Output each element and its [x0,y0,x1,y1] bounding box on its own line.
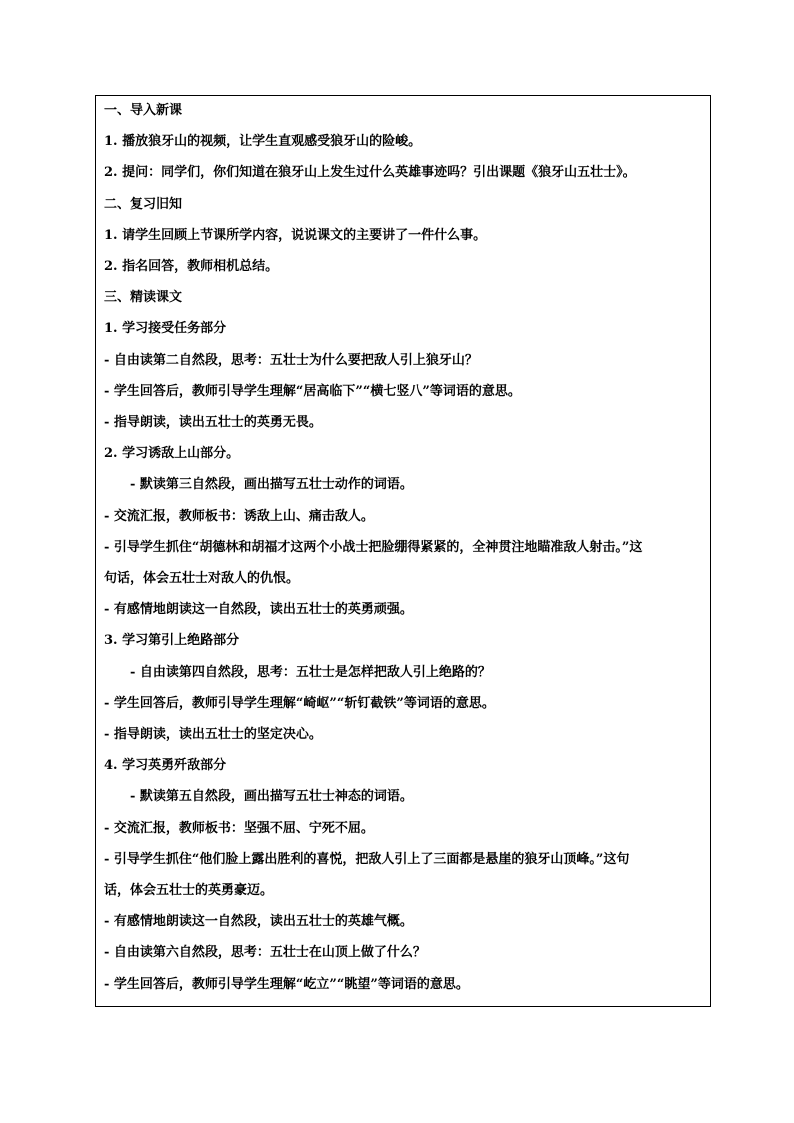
part-4-item-6: - 学生回答后，教师引导学生理解“屹立”“眺望”等词语的意思。 [104,977,469,992]
intro-step-1: 1. 播放狼牙山的视频，让学生直观感受狼牙山的险峻。 [104,134,422,149]
part-2-item-4: - 有感情地朗读这一自然段，读出五壮士的英勇顽强。 [104,602,413,617]
section-heading-close-reading: 三、精读课文 [104,290,183,305]
part-4-heading: 4. 学习英勇歼敌部分 [104,758,227,773]
part-1-heading: 1. 学习接受任务部分 [104,321,227,336]
part-1-item-3: - 指导朗读，读出五壮士的英勇无畏。 [104,415,322,430]
part-3-heading: 3. 学习第引上绝路部分 [104,633,240,648]
part-1-item-1: - 自由读第二自然段，思考：五壮士为什么要把敌人引上狼牙山？ [104,353,478,368]
part-4-item-3-line-1: - 引导学生抓住“他们脸上露出胜利的喜悦，把敌人引上了三面都是悬崖的狼牙山顶峰。”这句 [104,852,630,867]
part-4-item-1: - 默读第五自然段，画出描写五壮士神态的词语。 [130,789,413,804]
part-2-item-3-line-1: - 引导学生抓住“胡德林和胡福才这两个小战士把脸绷得紧紧的，全神贯注地瞄准敌人射击。”这 [104,540,643,555]
part-3-item-2: - 学生回答后，教师引导学生理解“崎岖”“斩钉截铁”等词语的意思。 [104,696,495,711]
part-2-item-1: - 默读第三自然段，画出描写五壮士动作的词语。 [130,477,413,492]
part-1-item-2: - 学生回答后，教师引导学生理解“居高临下”“横七竖八”等词语的意思。 [104,384,521,399]
part-4-item-2: - 交流汇报，教师板书：坚强不屈、宁死不屈。 [104,821,374,836]
review-step-1: 1. 请学生回顾上节课所学内容，说说课文的主要讲了一件什么事。 [104,228,487,243]
part-4-item-5: - 自由读第六自然段，思考：五壮士在山顶上做了什么？ [104,945,426,960]
part-4-item-4: - 有感情地朗读这一自然段，读出五壮士的英雄气概。 [104,914,413,929]
part-2-item-2: - 交流汇报，教师板书：诱敌上山、痛击敌人。 [104,509,374,524]
review-step-2: 2. 指名回答，教师相机总结。 [104,259,279,274]
part-2-heading: 2. 学习诱敌上山部分。 [104,446,240,461]
part-4-item-3-line-2: 话，体会五壮士的英勇豪迈。 [104,883,274,898]
part-2-item-3-line-2: 句话，体会五壮士对敌人的仇恨。 [104,571,300,586]
intro-step-2: 2. 提问：同学们，你们知道在狼牙山上发生过什么英雄事迹吗？引出课题《狼牙山五壮士》。 [104,165,636,180]
section-heading-intro: 一、导入新课 [104,103,183,118]
part-3-item-3: - 指导朗读，读出五壮士的坚定决心。 [104,727,322,742]
section-heading-review: 二、复习旧知 [104,197,183,212]
part-3-item-1: - 自由读第四自然段，思考：五壮士是怎样把敌人引上绝路的？ [130,665,491,680]
